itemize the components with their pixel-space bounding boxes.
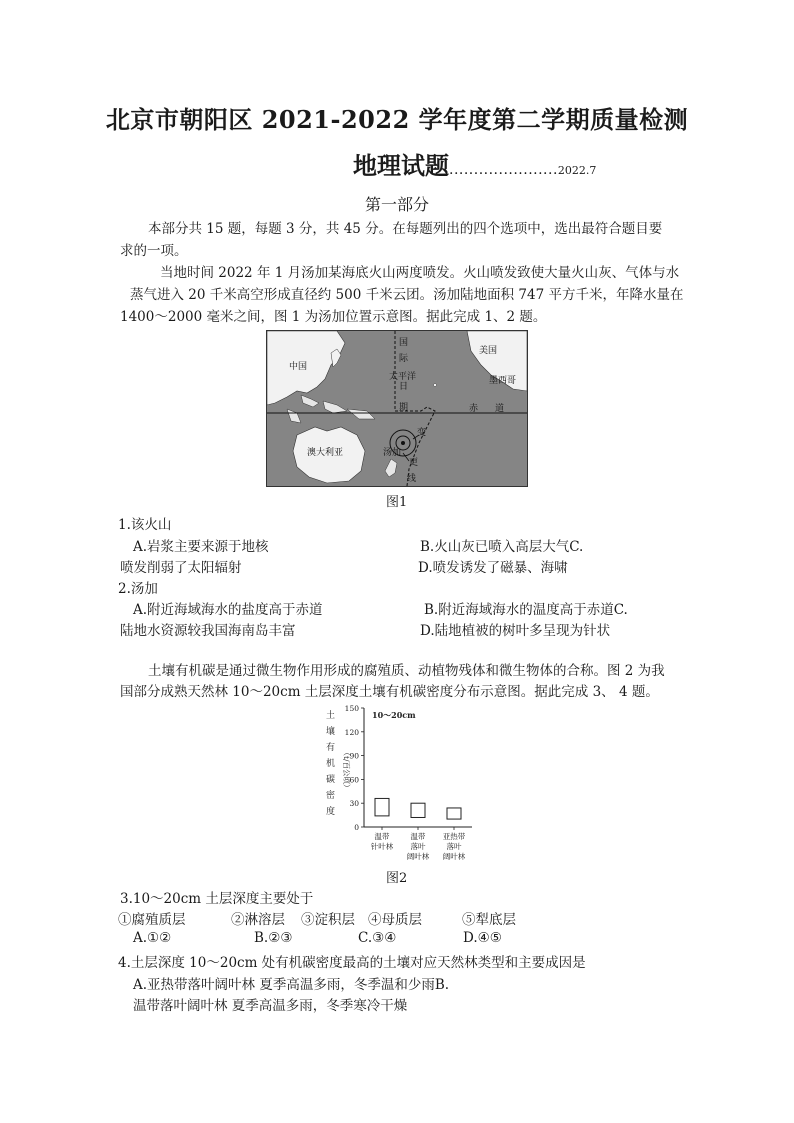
q3-item-1: ①腐殖质层	[118, 912, 186, 928]
q1-stem: 1.该火山	[118, 517, 172, 533]
q2-stem: 2.汤加	[118, 581, 158, 597]
x-tick-label: 亚热带	[442, 832, 466, 841]
exam-date: 2022.7	[557, 164, 597, 177]
y-axis-label-char: 碳	[326, 775, 336, 785]
x-tick-label: 落叶	[446, 842, 462, 851]
passage2-line-1: 土壤有机碳是通过微生物作用形成的腐殖质、动植物残体和微生物体的合称。图 2 为我	[148, 663, 665, 679]
map-label-tonga: 汤加	[383, 448, 402, 458]
q1-option-b: B.火山灰已喷入高层大气C.	[420, 539, 584, 555]
x-tick-label: 阔叶林	[406, 852, 430, 861]
y-axis-label-char: 有	[326, 743, 336, 753]
tonga-location-map	[266, 330, 528, 487]
q2-option-c: 陆地水资源较我国海南岛丰富	[120, 623, 296, 639]
title-dots: ......................	[449, 162, 558, 178]
x-tick-label: 阔叶林	[442, 852, 466, 861]
map-label-equator-1: 赤	[469, 404, 479, 414]
y-axis-label-char: 壤	[326, 727, 336, 737]
map-label-dateline-1: 国	[399, 338, 409, 348]
map-label-dateline-4: 期	[399, 403, 409, 413]
subtitle-text: 地理试题	[353, 151, 449, 180]
q1-option-c: 喷发削弱了太阳辐射	[120, 560, 242, 576]
figure2-caption: 图2	[386, 871, 408, 886]
q2-option-d: D.陆地植被的树叶多呈现为针状	[420, 623, 611, 639]
chart-title: 10～20cm	[372, 710, 416, 720]
page-title: 北京市朝阳区 2021-2022 学年度第二学期质量检测	[105, 105, 689, 134]
y-axis-label-char: 度	[326, 807, 336, 817]
bar	[411, 803, 425, 817]
y-tick-label: 0	[354, 823, 359, 832]
map-label-pacific: 太平洋	[389, 372, 417, 382]
bar	[375, 798, 389, 815]
x-tick-label: 落叶	[410, 842, 426, 851]
soil-carbon-chart	[318, 700, 478, 862]
map-label-usa: 美国	[479, 346, 498, 356]
passage1-line-1: 当地时间 2022 年 1 月汤加某海底火山两度喷发。火山喷发致使大量火山灰、气体与水	[160, 265, 680, 281]
q3-item-4: ④母质层	[368, 912, 422, 928]
q1-option-a: A.岩浆主要来源于地核	[133, 539, 269, 555]
q3-item-5: ⑤犁底层	[462, 912, 516, 928]
intro-line-1: 本部分共 15 题，每题 3 分，共 45 分。在每题列出的四个选项中，选出最符合题目要	[148, 221, 663, 237]
map-label-dateline-5: 变	[417, 428, 427, 438]
intro-line-2: 求的一项。	[120, 243, 188, 259]
q3-option-d: D.④⑤	[463, 930, 502, 946]
q2-option-a: A.附近海域海水的盐度高于赤道	[133, 602, 323, 618]
chart-svg	[318, 700, 478, 862]
bar	[447, 808, 461, 819]
page-subtitle	[353, 146, 596, 181]
y-tick-label: 120	[344, 727, 359, 737]
map-label-equator-2: 道	[495, 404, 505, 414]
part-heading: 第一部分	[364, 195, 429, 214]
q4-stem: 4.土层深度 10～20cm 处有机碳密度最高的土壤对应天然林类型和主要成因是	[118, 955, 586, 971]
y-tick-label: 90	[349, 751, 359, 761]
map-label-china: 中国	[289, 362, 308, 372]
q3-item-3: ③淀积层	[301, 912, 355, 928]
y-axis-label-char: 密	[326, 791, 336, 801]
q3-option-c: C.③④	[358, 930, 397, 946]
y-tick-label: 30	[349, 799, 359, 809]
q4-option-a: A.亚热带落叶阔叶林 夏季高温多雨，冬季温和少雨B.	[133, 977, 450, 993]
map-label-dateline-7: 线	[407, 474, 417, 484]
q3-item-2: ②淋溶层	[231, 912, 285, 928]
y-tick-label: 60	[349, 775, 359, 785]
y-axis-unit: （t/百公顷）	[342, 748, 351, 792]
q3-option-a: A.①②	[133, 930, 172, 946]
q3-stem: 3.10～20cm 土层深度主要处于	[120, 891, 314, 907]
map-label-australia: 澳大利亚	[307, 448, 344, 458]
q4-option-b: 温带落叶阔叶林 夏季高温多雨，冬季寒冷干燥	[133, 998, 408, 1014]
x-tick-label: 温带	[374, 832, 390, 841]
x-tick-label: 温带	[410, 832, 426, 841]
map-label-dateline-2: 际	[399, 354, 409, 364]
x-tick-label: 针叶林	[370, 842, 394, 851]
y-axis-label-char: 土	[326, 711, 336, 721]
q1-option-d: D.喷发诱发了磁暴、海啸	[418, 560, 568, 576]
passage1-line-3: 1400～2000 毫米之间，图 1 为汤加位置示意图。据此完成 1、2 题。	[120, 309, 547, 325]
map-label-dateline-6: 更	[409, 458, 419, 468]
map-label-mexico: 墨西哥	[489, 376, 517, 386]
q3-option-b: B.②③	[254, 930, 293, 946]
map-label-dateline-3: 日	[399, 382, 409, 392]
figure1-caption: 图1	[386, 495, 408, 510]
q2-option-b: B.附近海域海水的温度高于赤道C.	[424, 602, 628, 618]
map-svg	[267, 331, 527, 486]
passage2-line-2: 国部分成熟天然林 10～20cm 土层深度土壤有机碳密度分布示意图。据此完成 3、 4 题。	[120, 684, 659, 700]
passage1-line-2: 蒸气进入 20 千米高空形成直径约 500 千米云团。汤加陆地面积 747 平方千米，年降水量在	[130, 287, 684, 303]
y-tick-label: 150	[344, 704, 359, 713]
y-axis-label-char: 机	[326, 759, 336, 769]
